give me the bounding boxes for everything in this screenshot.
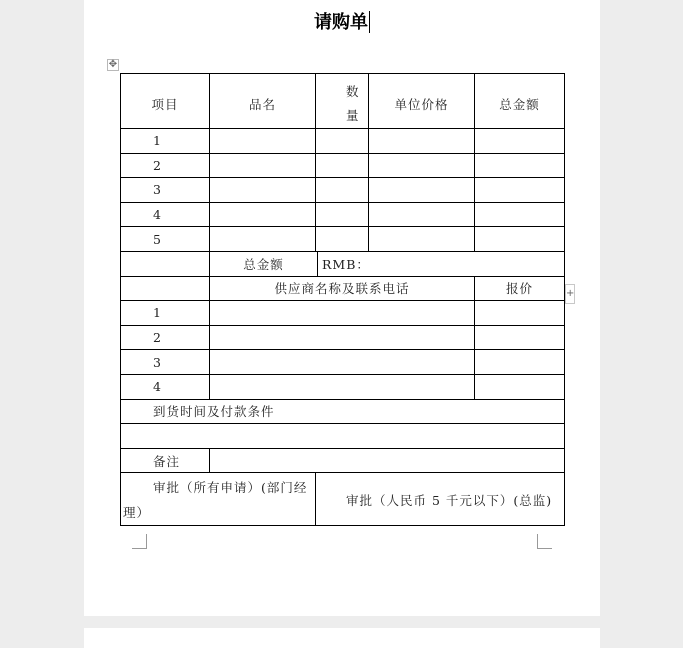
- total-row: [121, 251, 565, 276]
- remarks-label[interactable]: 备注: [121, 448, 210, 473]
- header-quantity-line1: 数: [346, 84, 360, 99]
- supplier-row: [121, 325, 565, 350]
- item-number[interactable]: 5: [121, 227, 210, 252]
- title-text[interactable]: 请购单: [314, 12, 368, 33]
- supplier-header[interactable]: 供应商名称及联系电话: [210, 276, 475, 301]
- approval-director[interactable]: 审批（人民币 5 千元以下）(总监): [316, 473, 565, 526]
- supplier-row: [121, 301, 565, 326]
- item-price-cell[interactable]: [369, 129, 475, 154]
- item-price-cell[interactable]: [369, 178, 475, 203]
- item-qty-cell[interactable]: [316, 129, 369, 154]
- item-name-cell[interactable]: [210, 227, 316, 252]
- item-total-cell[interactable]: [475, 202, 565, 227]
- item-row: [121, 178, 565, 203]
- item-row: [121, 153, 565, 178]
- item-row: [121, 227, 565, 252]
- supplier-number[interactable]: 1: [121, 301, 210, 326]
- item-total-cell[interactable]: [475, 227, 565, 252]
- item-name-cell[interactable]: [210, 202, 316, 227]
- margin-corner-left: [132, 534, 147, 549]
- item-total-cell[interactable]: [475, 153, 565, 178]
- supplier-name-cell[interactable]: [210, 374, 475, 399]
- purchase-request-table: [120, 73, 565, 526]
- supplier-quote-cell[interactable]: [475, 350, 565, 375]
- supplier-name-cell[interactable]: [210, 301, 475, 326]
- item-qty-cell[interactable]: [316, 227, 369, 252]
- item-name-cell[interactable]: [210, 178, 316, 203]
- header-total[interactable]: 总金额: [475, 74, 565, 129]
- header-name[interactable]: 品名: [210, 74, 316, 129]
- header-quantity-line2: 量: [346, 108, 360, 123]
- header-item[interactable]: 项目: [121, 74, 210, 129]
- item-qty-cell[interactable]: [316, 202, 369, 227]
- item-number[interactable]: 4: [121, 202, 210, 227]
- supplier-quote-cell[interactable]: [475, 301, 565, 326]
- supplier-number[interactable]: 4: [121, 374, 210, 399]
- item-total-cell[interactable]: [475, 129, 565, 154]
- approval-manager[interactable]: 审批（所有申请）(部门经理）: [121, 473, 316, 526]
- total-rmb-cell[interactable]: RMB：: [318, 251, 565, 276]
- delivery-input-row: [121, 424, 565, 449]
- remarks-row: [121, 448, 565, 473]
- item-number[interactable]: 3: [121, 178, 210, 203]
- quote-header[interactable]: 报价: [475, 276, 565, 301]
- header-quantity[interactable]: [316, 74, 369, 129]
- supplier-quote-cell[interactable]: [475, 325, 565, 350]
- item-number[interactable]: 1: [121, 129, 210, 154]
- supplier-header-blank[interactable]: [121, 276, 210, 301]
- delivery-row: [121, 399, 565, 424]
- document-title[interactable]: [84, 8, 600, 34]
- item-row: [121, 202, 565, 227]
- item-price-cell[interactable]: [369, 227, 475, 252]
- item-name-cell[interactable]: [210, 153, 316, 178]
- add-column-icon[interactable]: +: [565, 284, 575, 304]
- item-price-cell[interactable]: [369, 153, 475, 178]
- total-label[interactable]: 总金额: [210, 251, 318, 276]
- delivery-label[interactable]: 到货时间及付款条件: [121, 399, 565, 424]
- supplier-quote-cell[interactable]: [475, 374, 565, 399]
- document-page: [84, 0, 600, 616]
- item-number[interactable]: 2: [121, 153, 210, 178]
- next-page: [84, 628, 600, 648]
- margin-corner-right: [537, 534, 552, 549]
- supplier-row: [121, 374, 565, 399]
- total-blank-cell[interactable]: [121, 251, 210, 276]
- text-cursor: [369, 11, 370, 33]
- supplier-row: [121, 350, 565, 375]
- delivery-input-cell[interactable]: [121, 424, 565, 449]
- remarks-input-cell[interactable]: [210, 448, 565, 473]
- supplier-header-row: [121, 276, 565, 301]
- item-total-cell[interactable]: [475, 178, 565, 203]
- item-qty-cell[interactable]: [316, 153, 369, 178]
- supplier-number[interactable]: 2: [121, 325, 210, 350]
- header-unit-price[interactable]: 单位价格: [369, 74, 475, 129]
- table-header-row: [121, 74, 565, 129]
- item-row: [121, 129, 565, 154]
- item-qty-cell[interactable]: [316, 178, 369, 203]
- approval-row: [121, 473, 565, 526]
- supplier-number[interactable]: 3: [121, 350, 210, 375]
- table-move-icon[interactable]: ✥: [108, 59, 118, 70]
- supplier-name-cell[interactable]: [210, 325, 475, 350]
- item-price-cell[interactable]: [369, 202, 475, 227]
- item-name-cell[interactable]: [210, 129, 316, 154]
- supplier-name-cell[interactable]: [210, 350, 475, 375]
